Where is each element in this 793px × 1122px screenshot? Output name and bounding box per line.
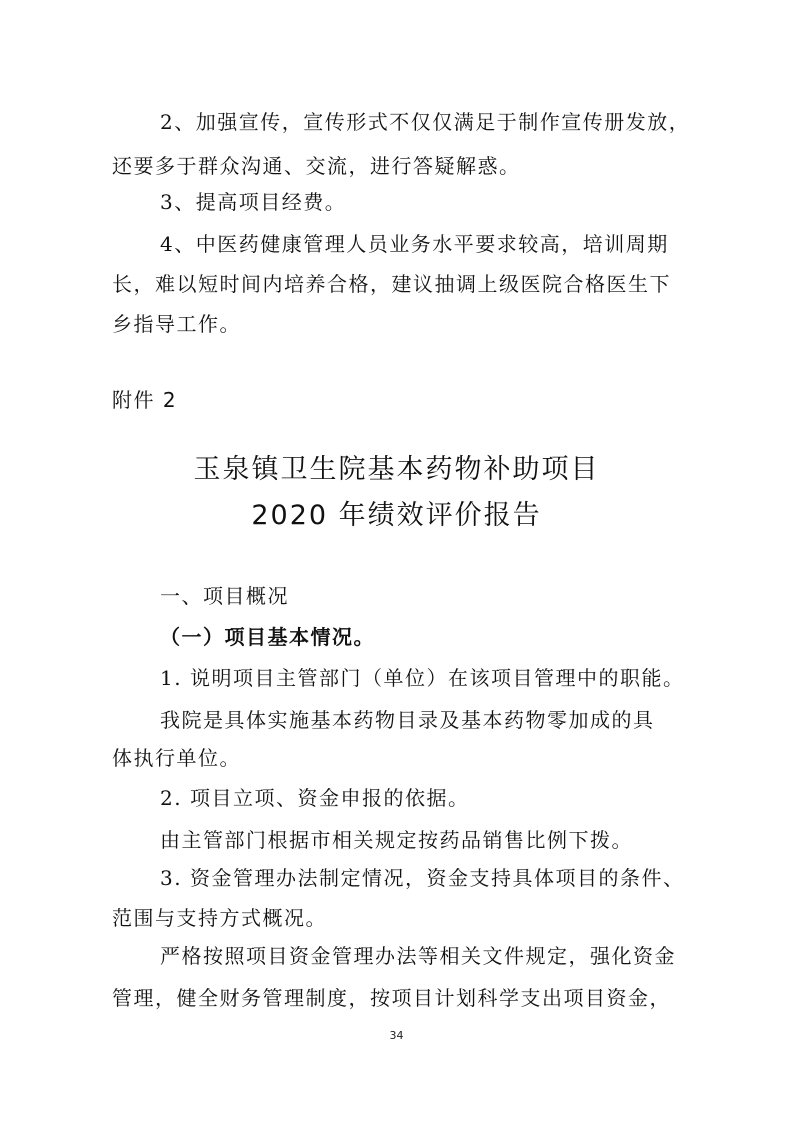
paragraph-line: 由主管部门根据市相关规定按药品销售比例下拨。	[160, 828, 633, 852]
paragraph-line: 长，难以短时间内培养合格，建议抽调上级医院合格医生下	[112, 272, 671, 296]
paragraph-line: 还要多于群众沟通、交流，进行答疑解惑。	[112, 154, 521, 178]
attachment-label: 附件 2	[112, 388, 178, 412]
paragraph-line: 管理，健全财务管理制度，按项目计划科学支出项目资金，	[112, 986, 671, 1010]
paragraph-line: 3. 资金管理办法制定情况，资金支持具体项目的条件、	[160, 866, 685, 890]
report-title-line1: 玉泉镇卫生院基本药物补助项目	[193, 454, 600, 485]
paragraph-line: 2、加强宣传，宣传形式不仅仅满足于制作宣传册发放，	[160, 110, 691, 134]
paragraph-line: 范围与支持方式概况。	[112, 906, 327, 930]
paragraph-line: 1. 说明项目主管部门（单位）在该项目管理中的职能。	[160, 666, 685, 690]
paragraph-line: 我院是具体实施基本药物目录及基本药物零加成的具	[160, 708, 655, 732]
paragraph-line: 体执行单位。	[112, 746, 241, 770]
section-subheading: （一）项目基本情况。	[160, 625, 375, 649]
paragraph-line: 3、提高项目经费。	[160, 190, 347, 214]
report-title-line2: 2020 年绩效评价报告	[251, 500, 542, 531]
paragraph-line: 4、中医药健康管理人员业务水平要求较高，培训周期	[160, 232, 669, 256]
paragraph-line: 乡指导工作。	[112, 312, 241, 336]
page-number: 34	[389, 1029, 404, 1042]
section-heading: 一、项目概况	[160, 584, 289, 608]
paragraph-line: 严格按照项目资金管理办法等相关文件规定，强化资金	[160, 944, 676, 968]
paragraph-line: 2. 项目立项、资金申报的依据。	[160, 786, 470, 810]
